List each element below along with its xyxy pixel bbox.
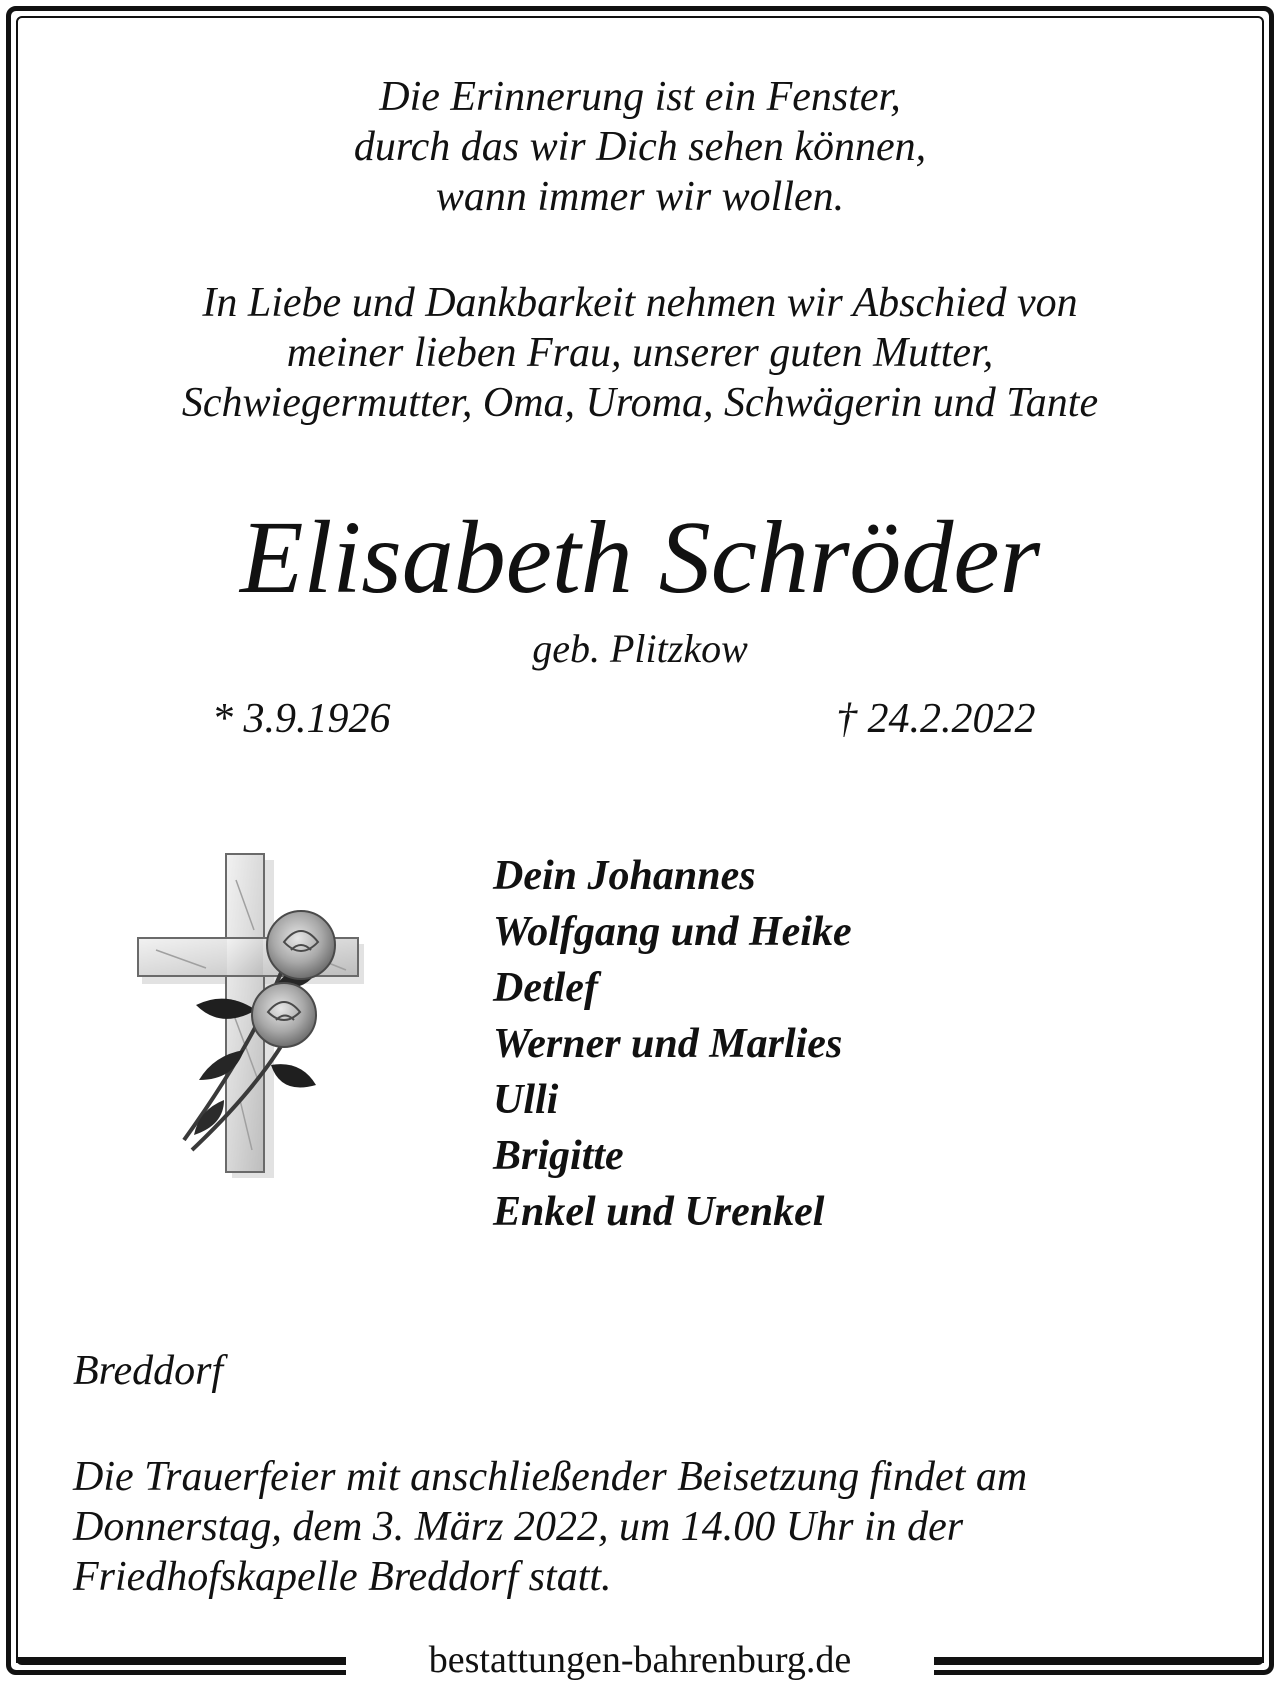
mourner-name: Detlef — [493, 965, 598, 1011]
intro-line: meiner lieben Frau, unserer guten Mutter, — [286, 330, 994, 376]
footer-rule-left — [16, 1657, 346, 1663]
footer-website: bestattungen-bahrenburg.de — [346, 1640, 934, 1680]
poem-line: durch das wir Dich sehen können, — [353, 124, 927, 170]
mourner-name: Dein Johannes — [493, 853, 756, 899]
ceremony-line: Die Trauerfeier mit anschließender Beisetzung findet am — [73, 1454, 1028, 1500]
intro-line: Schwiegermutter, Oma, Uroma, Schwägerin und Tante — [181, 380, 1099, 426]
footer-rule-right — [934, 1657, 1264, 1663]
birth-date: * 3.9.1926 — [212, 696, 391, 742]
maiden-name: geb. Plitzkow — [532, 626, 748, 671]
inner-frame-border — [16, 16, 1264, 1665]
memorial-poem — [0, 72, 1280, 222]
mourners-list — [493, 848, 852, 1240]
place-name: Breddorf — [73, 1348, 224, 1394]
farewell-intro — [0, 278, 1280, 428]
mourner-name: Wolfgang und Heike — [493, 909, 852, 955]
intro-line: In Liebe und Dankbarkeit nehmen wir Abschied von — [202, 280, 1078, 326]
death-date: † 24.2.2022 — [836, 696, 1036, 742]
mourner-name: Werner und Marlies — [493, 1021, 843, 1067]
poem-line: Die Erinnerung ist ein Fenster, — [379, 74, 901, 120]
mourner-name: Brigitte — [493, 1133, 624, 1179]
mourner-name: Enkel und Urenkel — [493, 1189, 825, 1235]
deceased-name: Elisabeth Schröder — [239, 500, 1041, 615]
cross-with-roses-icon — [136, 850, 376, 1180]
poem-line: wann immer wir wollen. — [435, 174, 845, 220]
ceremony-line: Friedhofskapelle Breddorf statt. — [73, 1554, 612, 1600]
ceremony-line: Donnerstag, dem 3. März 2022, um 14.00 Uhr in der — [73, 1504, 964, 1550]
mourner-name: Ulli — [493, 1077, 559, 1123]
footer — [0, 1640, 1280, 1680]
ceremony-details — [73, 1452, 1027, 1602]
